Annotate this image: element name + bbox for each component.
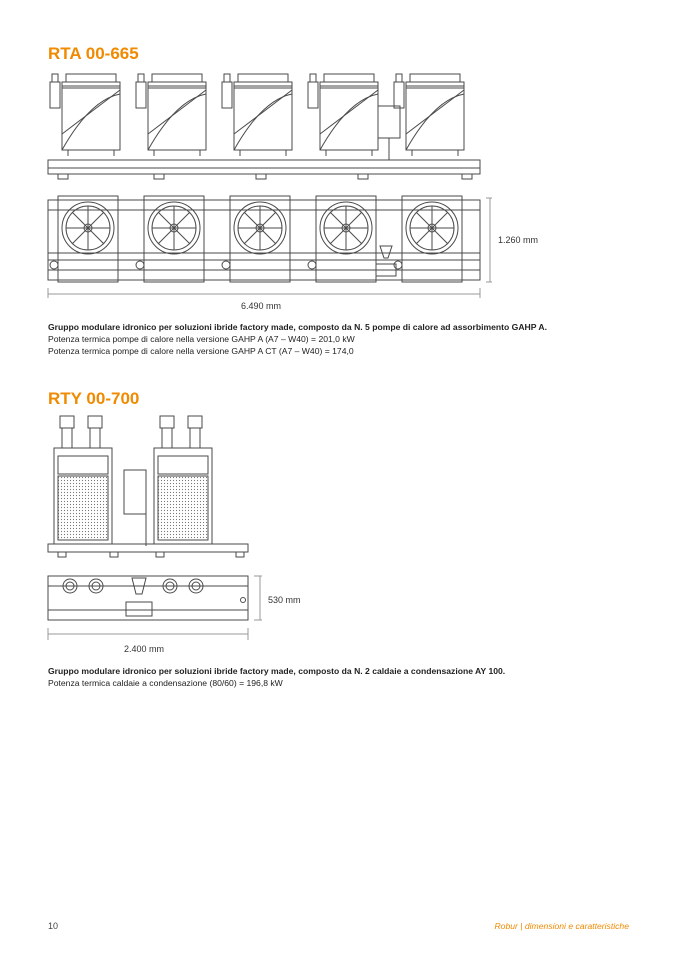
rty-width-dimension: 2.400 mm [124, 644, 165, 654]
rta-width-dimension: 6.490 mm [241, 301, 282, 311]
rta-heat-pump-unit [50, 74, 120, 156]
rta-base-frame [48, 160, 480, 168]
rty-plan-view [48, 576, 248, 620]
rty-description [48, 665, 648, 689]
rta-description-line-2: Potenza termica pompe di calore nella versione GAHP A CT (A7 – W40) = 174,0 [48, 346, 354, 356]
page-number: 10 [48, 921, 59, 931]
rta-fan-unit [50, 196, 118, 282]
rta-elevation-view [48, 74, 480, 179]
rta-description-line-1: Potenza termica pompe di calore nella versione GAHP A (A7 – W40) = 201,0 kW [48, 334, 355, 344]
rty-base-frame [48, 544, 248, 552]
rty-description-line-1: Potenza termica caldaie a condensazione (80/60) = 196,8 kW [48, 678, 283, 688]
rty-elevation-view [48, 416, 248, 557]
rta-control-box [378, 106, 400, 138]
footer-section: Robur | dimensioni e caratteristiche [494, 921, 629, 931]
rta-title: RTA 00-665 [48, 44, 139, 63]
rta-drawing [0, 60, 678, 320]
rty-drawing [0, 410, 678, 660]
rty-boiler-unit [54, 416, 112, 544]
rty-control-box [124, 470, 146, 514]
rta-description [48, 321, 648, 357]
rty-title: RTY 00-700 [48, 389, 140, 408]
rta-description-heading: Gruppo modulare idronico per soluzioni ibride factory made, composto da N. 5 pompe di calore ad assorbimento GAHP A. [48, 322, 547, 332]
rty-description-heading: Gruppo modulare idronico per soluzioni ibride factory made, composto da N. 2 caldaie a condensazione AY 100. [48, 666, 506, 676]
rty-height-dimension: 530 mm [268, 595, 301, 605]
rta-height-dimension: 1.260 mm [498, 235, 539, 245]
rta-plan-view [48, 196, 480, 282]
